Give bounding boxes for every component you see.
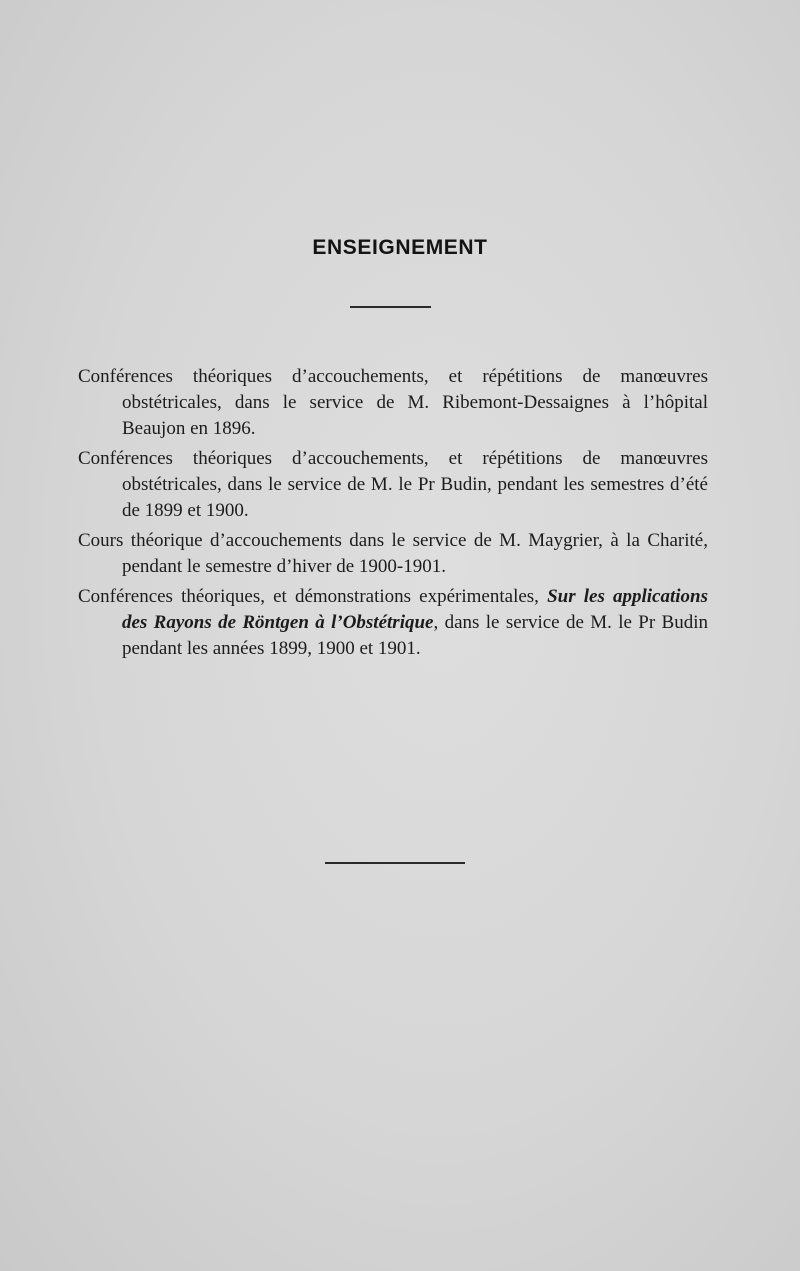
list-item: [78, 584, 708, 662]
entry-text: Conférences théoriques d’accouchements, et répétitions de manœuvres obstétricales, dans le service de M. Ribemont-Dessaignes à l’hôpital Beaujon en 1896.: [78, 366, 708, 439]
list-item: [78, 446, 708, 524]
entry-italic-title: Sur les applications des Rayons de Röntgen à l’Obstétrique: [122, 586, 708, 633]
entry-text-before: Conférences théoriques, et démonstrations expérimentales,: [78, 586, 548, 607]
entry-text: Conférences théoriques d’accouchements, et répétitions de manœuvres obstétricales, dans le service de M. le Pr Budin, pendant les semestres d’été de 1899 et 1900.: [78, 448, 708, 521]
entry-text-after: , dans le service de M. le Pr Budin pendant les années 1899, 1900 et 1901.: [122, 612, 708, 659]
list-item: [78, 364, 708, 442]
title-divider: [350, 306, 431, 308]
teaching-list: [78, 364, 708, 666]
list-item: [78, 528, 708, 580]
closing-divider: [325, 862, 465, 864]
entry-text: Cours théorique d’accouchements dans le service de M. Maygrier, à la Charité, pendant le semestre d’hiver de 1900-1901.: [78, 530, 708, 577]
page-title: ENSEIGNEMENT: [312, 236, 488, 259]
